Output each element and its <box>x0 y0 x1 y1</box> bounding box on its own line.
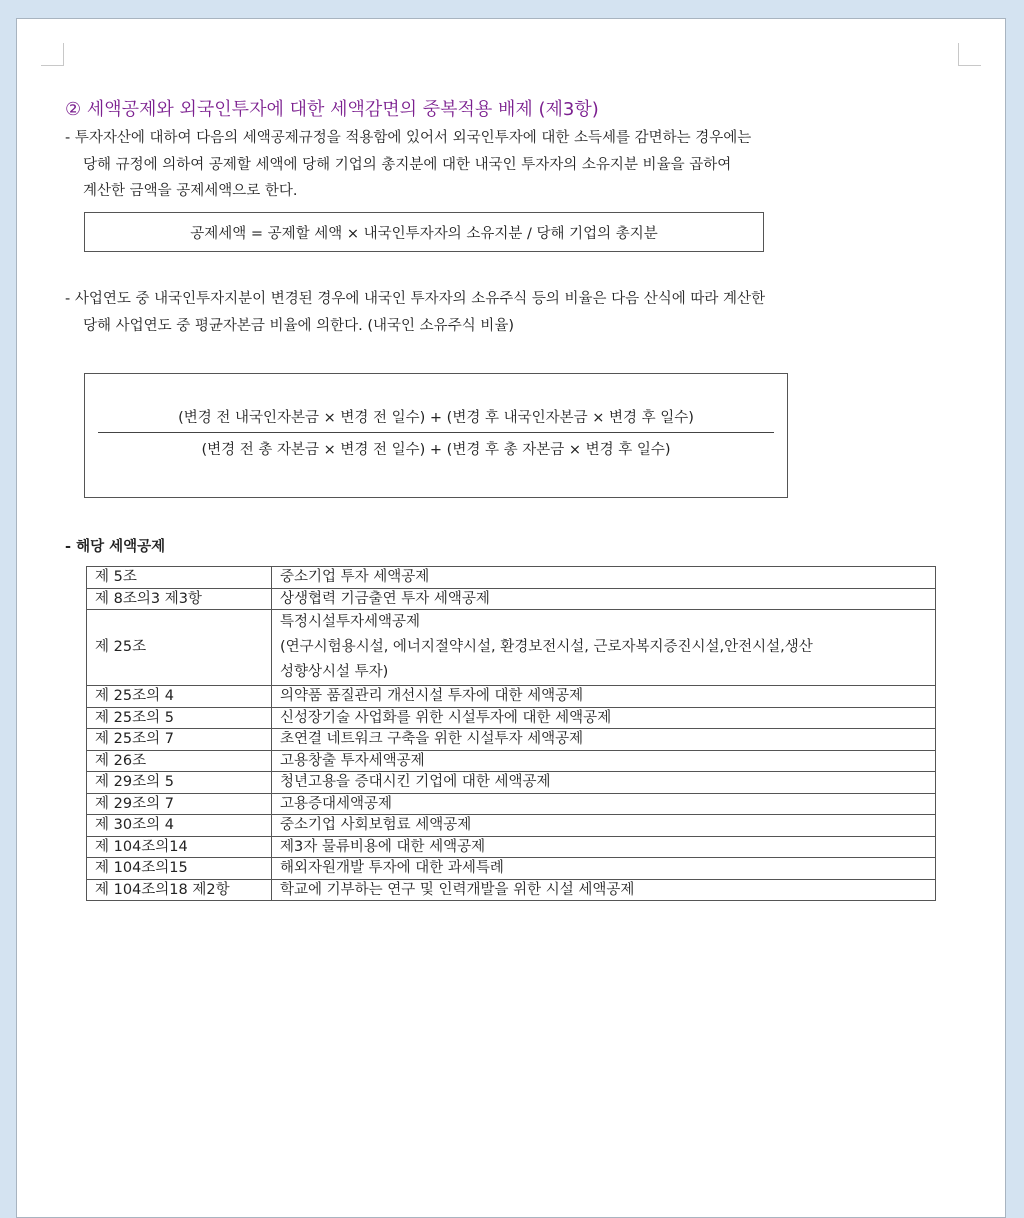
page-corner-mark <box>958 43 981 66</box>
fraction-numerator: (변경 전 내국인자본금 × 변경 전 일수) + (변경 후 내국인자본금 × 변경 후 일수) <box>98 406 774 433</box>
article-cell: 제 29조의 7 <box>87 793 272 815</box>
description-cell: 중소기업 사회보험료 세액공제 <box>272 815 936 837</box>
description-line: 특정시설투자세액공제 <box>280 614 421 630</box>
description-cell: 해외자원개발 투자에 대한 과세특례 <box>272 858 936 880</box>
description-cell <box>272 610 936 686</box>
article-cell: 제 25조의 7 <box>87 729 272 751</box>
description-cell: 학교에 기부하는 연구 및 인력개발을 위한 시설 세액공제 <box>272 879 936 901</box>
description-cell: 고용창출 투자세액공제 <box>272 750 936 772</box>
article-cell: 제 104조의14 <box>87 836 272 858</box>
article-cell: 제 30조의 4 <box>87 815 272 837</box>
description-cell: 고용증대세액공제 <box>272 793 936 815</box>
paragraph-line: 당해 사업연도 중 평균자본금 비율에 의한다. (내국인 소유주식 비율) <box>83 317 514 334</box>
article-cell: 제 26조 <box>87 750 272 772</box>
article-cell: 제 25조 <box>87 610 272 686</box>
table-row <box>87 588 936 610</box>
article-cell: 제 104조의15 <box>87 858 272 880</box>
formula-box-ratio <box>84 373 788 498</box>
table-row <box>87 707 936 729</box>
article-cell: 제 25조의 4 <box>87 686 272 708</box>
description-cell: 청년고용을 증대시킨 기업에 대한 세액공제 <box>272 772 936 794</box>
table-row <box>87 567 936 589</box>
description-cell: 제3자 물류비용에 대한 세액공제 <box>272 836 936 858</box>
sub-heading-credits: - 해당 세액공제 <box>65 539 166 555</box>
ratio-fraction <box>98 406 774 459</box>
description-cell: 초연결 네트워크 구축을 위한 시설투자 세액공제 <box>272 729 936 751</box>
paragraph-line: 계산한 금액을 공제세액으로 한다. <box>83 183 298 199</box>
formula-box-credit <box>84 212 764 252</box>
article-cell: 제 104조의18 제2항 <box>87 879 272 901</box>
paragraph-line: 당해 규정에 의하여 공제할 세액에 당해 기업의 총지분에 대한 내국인 투자자의 소유지분 비율을 곱하여 <box>83 156 732 173</box>
description-line: 성향상시설 투자) <box>280 664 389 680</box>
description-cell: 중소기업 투자 세액공제 <box>272 567 936 589</box>
table-row <box>87 750 936 772</box>
paragraph-ownership-change <box>65 286 765 339</box>
description-cell: 의약품 품질관리 개선시설 투자에 대한 세액공제 <box>272 686 936 708</box>
formula-text: 공제세액 = 공제할 세액 × 내국인투자자의 소유지분 / 당해 기업의 총지분 <box>190 225 658 242</box>
fraction-denominator: (변경 전 총 자본금 × 변경 전 일수) + (변경 후 총 자본금 × 변경 후 일수) <box>201 442 671 458</box>
article-cell: 제 25조의 5 <box>87 707 272 729</box>
page-corner-mark <box>41 43 64 66</box>
article-cell: 제 5조 <box>87 567 272 589</box>
section-heading: ② 세액공제와 외국인투자에 대한 세액감면의 중복적용 배제 (제3항) <box>65 99 599 120</box>
table-row <box>87 815 936 837</box>
paragraph-credit-rule <box>65 125 751 205</box>
table-row <box>87 686 936 708</box>
article-cell: 제 29조의 5 <box>87 772 272 794</box>
table-row <box>87 879 936 901</box>
table-row <box>87 793 936 815</box>
table-row <box>87 836 936 858</box>
document-page <box>16 18 1006 1218</box>
description-line: (연구시험용시설, 에너지절약시설, 환경보전시설, 근로자복지증진시설,안전시설,생산 <box>280 639 813 655</box>
table-row <box>87 858 936 880</box>
table-row <box>87 772 936 794</box>
table-row <box>87 610 936 686</box>
description-cell: 상생협력 기금출연 투자 세액공제 <box>272 588 936 610</box>
article-cell: 제 8조의3 제3항 <box>87 588 272 610</box>
paragraph-line: - 사업연도 중 내국인투자지분이 변경된 경우에 내국인 투자자의 소유주식 등의 비율은 다음 산식에 따라 계산한 <box>65 291 766 307</box>
credits-table <box>86 566 936 901</box>
paragraph-line: - 투자자산에 대하여 다음의 세액공제규정을 적용함에 있어서 외국인투자에 대한 소득세를 감면하는 경우에는 <box>65 130 752 146</box>
description-cell: 신성장기술 사업화를 위한 시설투자에 대한 세액공제 <box>272 707 936 729</box>
table-row <box>87 729 936 751</box>
